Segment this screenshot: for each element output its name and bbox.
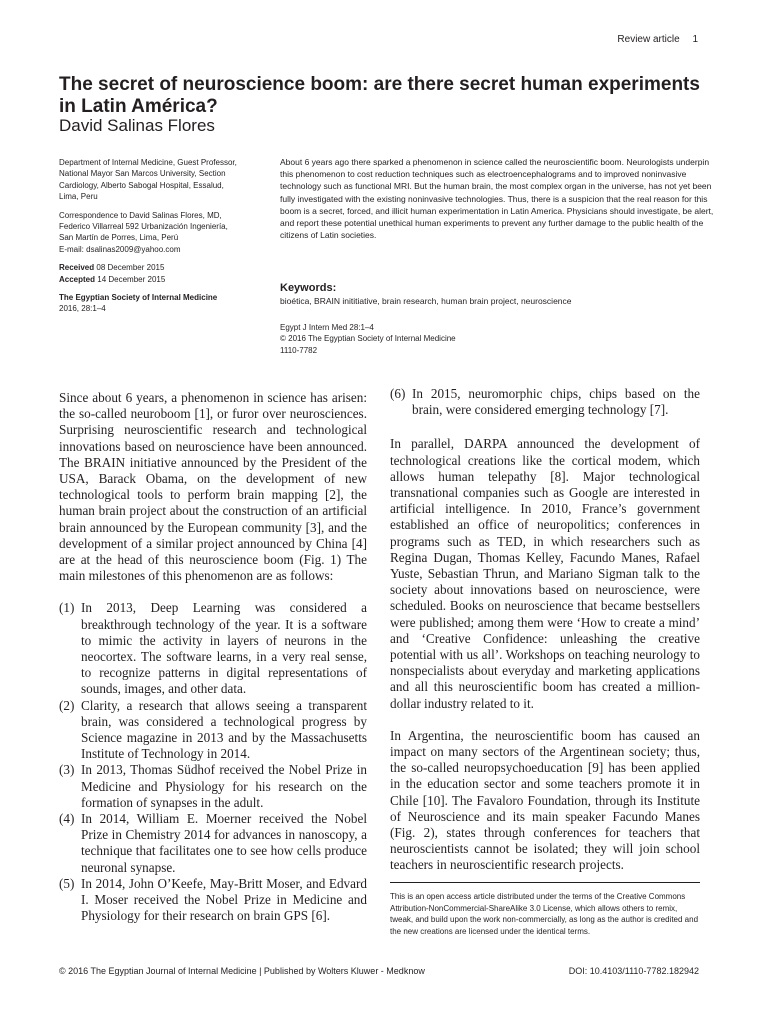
society-name: The Egyptian Society of Internal Medicine xyxy=(59,293,218,303)
affiliation: Department of Internal Medicine, Guest Professor, National Mayor San Marcos University, Section Cardiology, Alberto Sabogal Hospital, Essalud, Lima, Peru xyxy=(59,158,237,202)
correspondence xyxy=(59,210,239,256)
society-volume: 2016, 28:1–4 xyxy=(59,304,106,314)
list-text: In 2014, William E. Moerner received the Nobel Prize in Chemistry 2014 for advances in nanoscopy, a technique that facilitates one to see how cells produce neuronal synapse. xyxy=(81,811,367,875)
page-footer xyxy=(59,966,699,976)
list-number: (4) xyxy=(59,811,75,827)
keywords-heading: Keywords: xyxy=(280,282,337,294)
list-number: (1) xyxy=(59,600,75,616)
list-number: (3) xyxy=(59,762,75,778)
received-label: Received xyxy=(59,263,95,273)
keywords-list: bioética, BRAIN inititiative, brain research, human brain project, neuroscience xyxy=(280,296,572,306)
list-number: (5) xyxy=(59,875,75,891)
article-metadata xyxy=(59,157,239,322)
author-name: David Salinas Flores xyxy=(59,116,215,135)
list-item xyxy=(59,811,367,876)
footer-publisher: © 2016 The Egyptian Journal of Internal Medicine | Published by Wolters Kluwer - Medknow xyxy=(59,966,425,976)
darpa-paragraph: In parallel, DARPA announced the development of technological creations like the cortical modem, which allows human telepathy [8]. Major technological transnational companies such as Google are interested in artificial intelligence. In 2010, France’s government established an office of neuropolitics; conferences in programs such as TED, in which researchers such as Regina Dugan, Thomas Kelley, Facundo Manes, Rafael Yuste, Sebastian Thrun, and Mariano Sigman talk to the society about innovations based on neuroscience, were scheduled. Books on neuroscience that became bestsellers were published; among them were ‘How to create a mind’ and ‘Creative Confidence: unleashing the creative potential with us all’. Workshops on teaching neurology to nonspecialists about everyday and marketing applications and all this neuroscientific boom has created a million-dollar industry related to it. xyxy=(390,436,700,711)
copyright-line: © 2016 The Egyptian Society of Internal Medicine xyxy=(280,334,456,344)
running-head xyxy=(617,34,698,45)
milestones-list xyxy=(59,600,367,924)
accepted-label: Accepted xyxy=(59,274,96,284)
issn: 1110-7782 xyxy=(280,345,318,355)
milestones-list-continued xyxy=(390,386,700,418)
list-text: In 2013, Thomas Südhof received the Nobel Prize in Medicine and Physiology for his research on the formation of synapses in the adult. xyxy=(81,762,367,810)
list-item xyxy=(390,386,700,418)
list-item xyxy=(59,600,367,697)
received-date: 08 December 2015 xyxy=(96,263,165,273)
list-number: (6) xyxy=(390,386,406,401)
license-divider xyxy=(390,882,700,883)
list-text: Clarity, a research that allows seeing a transparent brain, was considered a technological progress by Science magazine in 2013 and by the Massachusetts Institute of Technology in 2014. xyxy=(81,697,367,762)
citation-info xyxy=(280,322,456,356)
list-text: In 2014, John O’Keefe, May-Britt Moser, and Edvard I. Moser received the Nobel Prize in Medicine and Physiology for their research on brain GPS [6]. xyxy=(81,875,367,924)
list-item xyxy=(59,876,367,925)
argentina-paragraph: In Argentina, the neuroscientific boom has caused an impact on many sectors of the Argentinean society; thus, the so-called neuropsychoeducation [9] has been applied in the education sector and some teachers promote it in Chile [10]. The Favaloro Foundation, through its Institute of Neuroscience and its main speaker Facundo Manes (Fig. 2), states through conferences for teachers that neuroscientists cannot be isolated; they will join school teachers in neuroscientific research projects. xyxy=(390,727,700,873)
body-column-right xyxy=(390,386,700,890)
body-column-left xyxy=(59,390,367,925)
journal-citation: Egypt J Intern Med 28:1–4 xyxy=(280,323,374,332)
email-link[interactable]: E-mail: dsalinas2009@yahoo.com xyxy=(59,244,181,254)
list-text: In 2015, neuromorphic chips, chips based on the brain, were considered emerging technology [7]. xyxy=(412,386,700,418)
abstract: About 6 years ago there sparked a phenomenon in science called the neuroscientific boom. Neurologists underpin this phenomenon to cost reduction techniques such as electroencephalograms and to improved noninvasive technology such as functional MRI. But the human brain, the most complex organ in the universe, has not yet been fully investigated with the existing noninvasive technologies. Thus, there is a suspicion that the real reason for this boom is a secret, forced, and illicit human experimentation in Latin America. Physicians should investigate, be alert, and report these potential unethical human experiments to prevent any further damage to the public health of the citizens of Latin societies. xyxy=(280,157,714,241)
page-number: 1 xyxy=(692,34,698,45)
correspondence-address: Correspondence to David Salinas Flores, MD, Federico Villarreal 592 Urbanización Ingeniería, San Martín de Porres, Lima, Perú xyxy=(59,210,228,243)
society-info xyxy=(59,292,239,315)
list-item xyxy=(59,762,367,811)
list-item xyxy=(59,698,367,763)
accepted-date: 14 December 2015 xyxy=(97,274,166,284)
article-type-label: Review article xyxy=(617,34,680,45)
article-title: The secret of neuroscience boom: are there secret human experiments in Latin América? xyxy=(59,74,700,117)
footer-doi[interactable]: DOI: 10.4103/1110-7782.182942 xyxy=(568,966,699,976)
intro-paragraph: Since about 6 years, a phenomenon in science has arisen: the so-called neuroboom [1], or furor over neurosciences. Surprising neuroscientific research and technological innovations based on neuroscience have been announced. The BRAIN initiative announced by the President of the USA, Barack Obama, on the development of new technological tools to perform brain mapping [2], the human brain project about the construction of an artificial brain announced by the European community [3], and the development of a similar project announced by China [4] are at the head of this neuroscience boom (Fig. 1) The main milestones of this phenomenon are as follows: xyxy=(59,390,367,584)
dates xyxy=(59,262,239,285)
list-text: In 2013, Deep Learning was considered a breakthrough technology of the year. It is a software to mimic the activity in layers of neurons in the neocortex. The software learns, in a very real sense, to recognize patterns in digital representations of sounds, images, and other data. xyxy=(81,600,367,697)
license-notice: This is an open access article distributed under the terms of the Creative Commons Attribution-NonCommercial-ShareAlike 3.0 License, which allows others to remix, tweak, and build upon the work non-commercially, as long as the author is credited and the new creations are licensed under the identical terms. xyxy=(390,892,699,936)
list-number: (2) xyxy=(59,697,75,713)
